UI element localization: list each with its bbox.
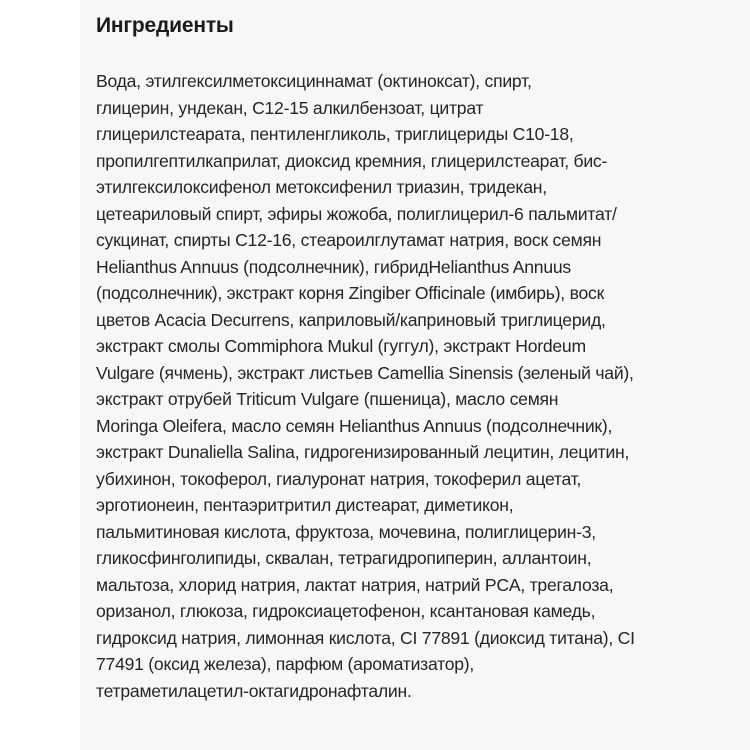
ingredients-line: Vulgare (ячмень), экстракт листьев Camellia Sinensis (зеленый чай), <box>96 362 634 383</box>
ingredients-line: экстракт смолы Commiphora Mukul (гуггул), экстракт Hordeum <box>96 336 586 356</box>
ingredients-line: глицерилстеарата, пентиленгликоль, триглицериды С10-18, <box>96 124 574 144</box>
ingredients-line: 77491 (оксид железа), парфюм (ароматизатор), <box>96 654 475 674</box>
ingredients-line: пальмитиновая кислота, фруктоза, мочевина, полиглицерин-3, <box>96 521 596 542</box>
ingredients-line: Moringa Oleifera, масло семян Helianthus Annuus (подсолнечник), <box>96 415 613 436</box>
ingredients-line: гидроксид натрия, лимонная кислота, CI 77891 (диоксид титана), CI <box>96 627 635 648</box>
ingredients-panel <box>80 0 750 750</box>
ingredients-line: глицерин, ундекан, С12-15 алкилбензоат, цитрат <box>96 97 484 118</box>
ingredients-line: цетеариловый спирт, эфиры жожоба, полиглицерил-6 пальмитат/ <box>96 203 617 224</box>
ingredients-line: убихинон, токоферол, гиалуронат натрия, токоферил ацетат, <box>96 468 582 489</box>
ingredients-line: тетраметилацетил-октагидронафталин. <box>96 680 412 701</box>
ingredients-line: экстракт Dunaliella Salina, гидрогенизированный лецитин, лецитин, <box>96 442 630 462</box>
ingredients-title: Ингредиенты <box>96 14 234 37</box>
ingredients-line: эрготионеин, пентаэритритил дистеарат, диметикон, <box>96 495 514 515</box>
ingredients-line: мальтоза, хлорид натрия, лактат натрия, натрий PCA, трегалоза, <box>96 574 614 595</box>
ingredients-line: Вода, этилгексилметоксициннамат (октиноксат), спирт, <box>96 71 532 91</box>
ingredients-line: сукцинат, спирты С12-16, стеароилглутамат натрия, воск семян <box>96 230 602 250</box>
ingredients-line: экстракт отрубей Triticum Vulgare (пшеница), масло семян <box>96 389 559 409</box>
ingredients-line: цветов Acacia Decurrens, каприловый/каприновый триглицерид, <box>96 309 606 330</box>
ingredients-text <box>96 68 750 704</box>
ingredients-line: Helianthus Annuus (подсолнечник), гибридHelianthus Annuus <box>96 256 571 277</box>
ingredients-line: оризанол, глюкоза, гидроксиацетофенон, ксантановая камедь, <box>96 601 596 621</box>
ingredients-line: (подсолнечник), экстракт корня Zingiber Officinale (имбирь), воск <box>96 283 605 303</box>
ingredients-line: гликосфинголипиды, сквалан, тетрагидропиперин, аллантоин, <box>96 548 592 568</box>
ingredients-line: пропилгептилкаприлат, диоксид кремния, глицерилстеарат, бис- <box>96 150 608 171</box>
ingredients-line: этилгексилоксифенол метоксифенил триазин, тридекан, <box>96 177 547 197</box>
